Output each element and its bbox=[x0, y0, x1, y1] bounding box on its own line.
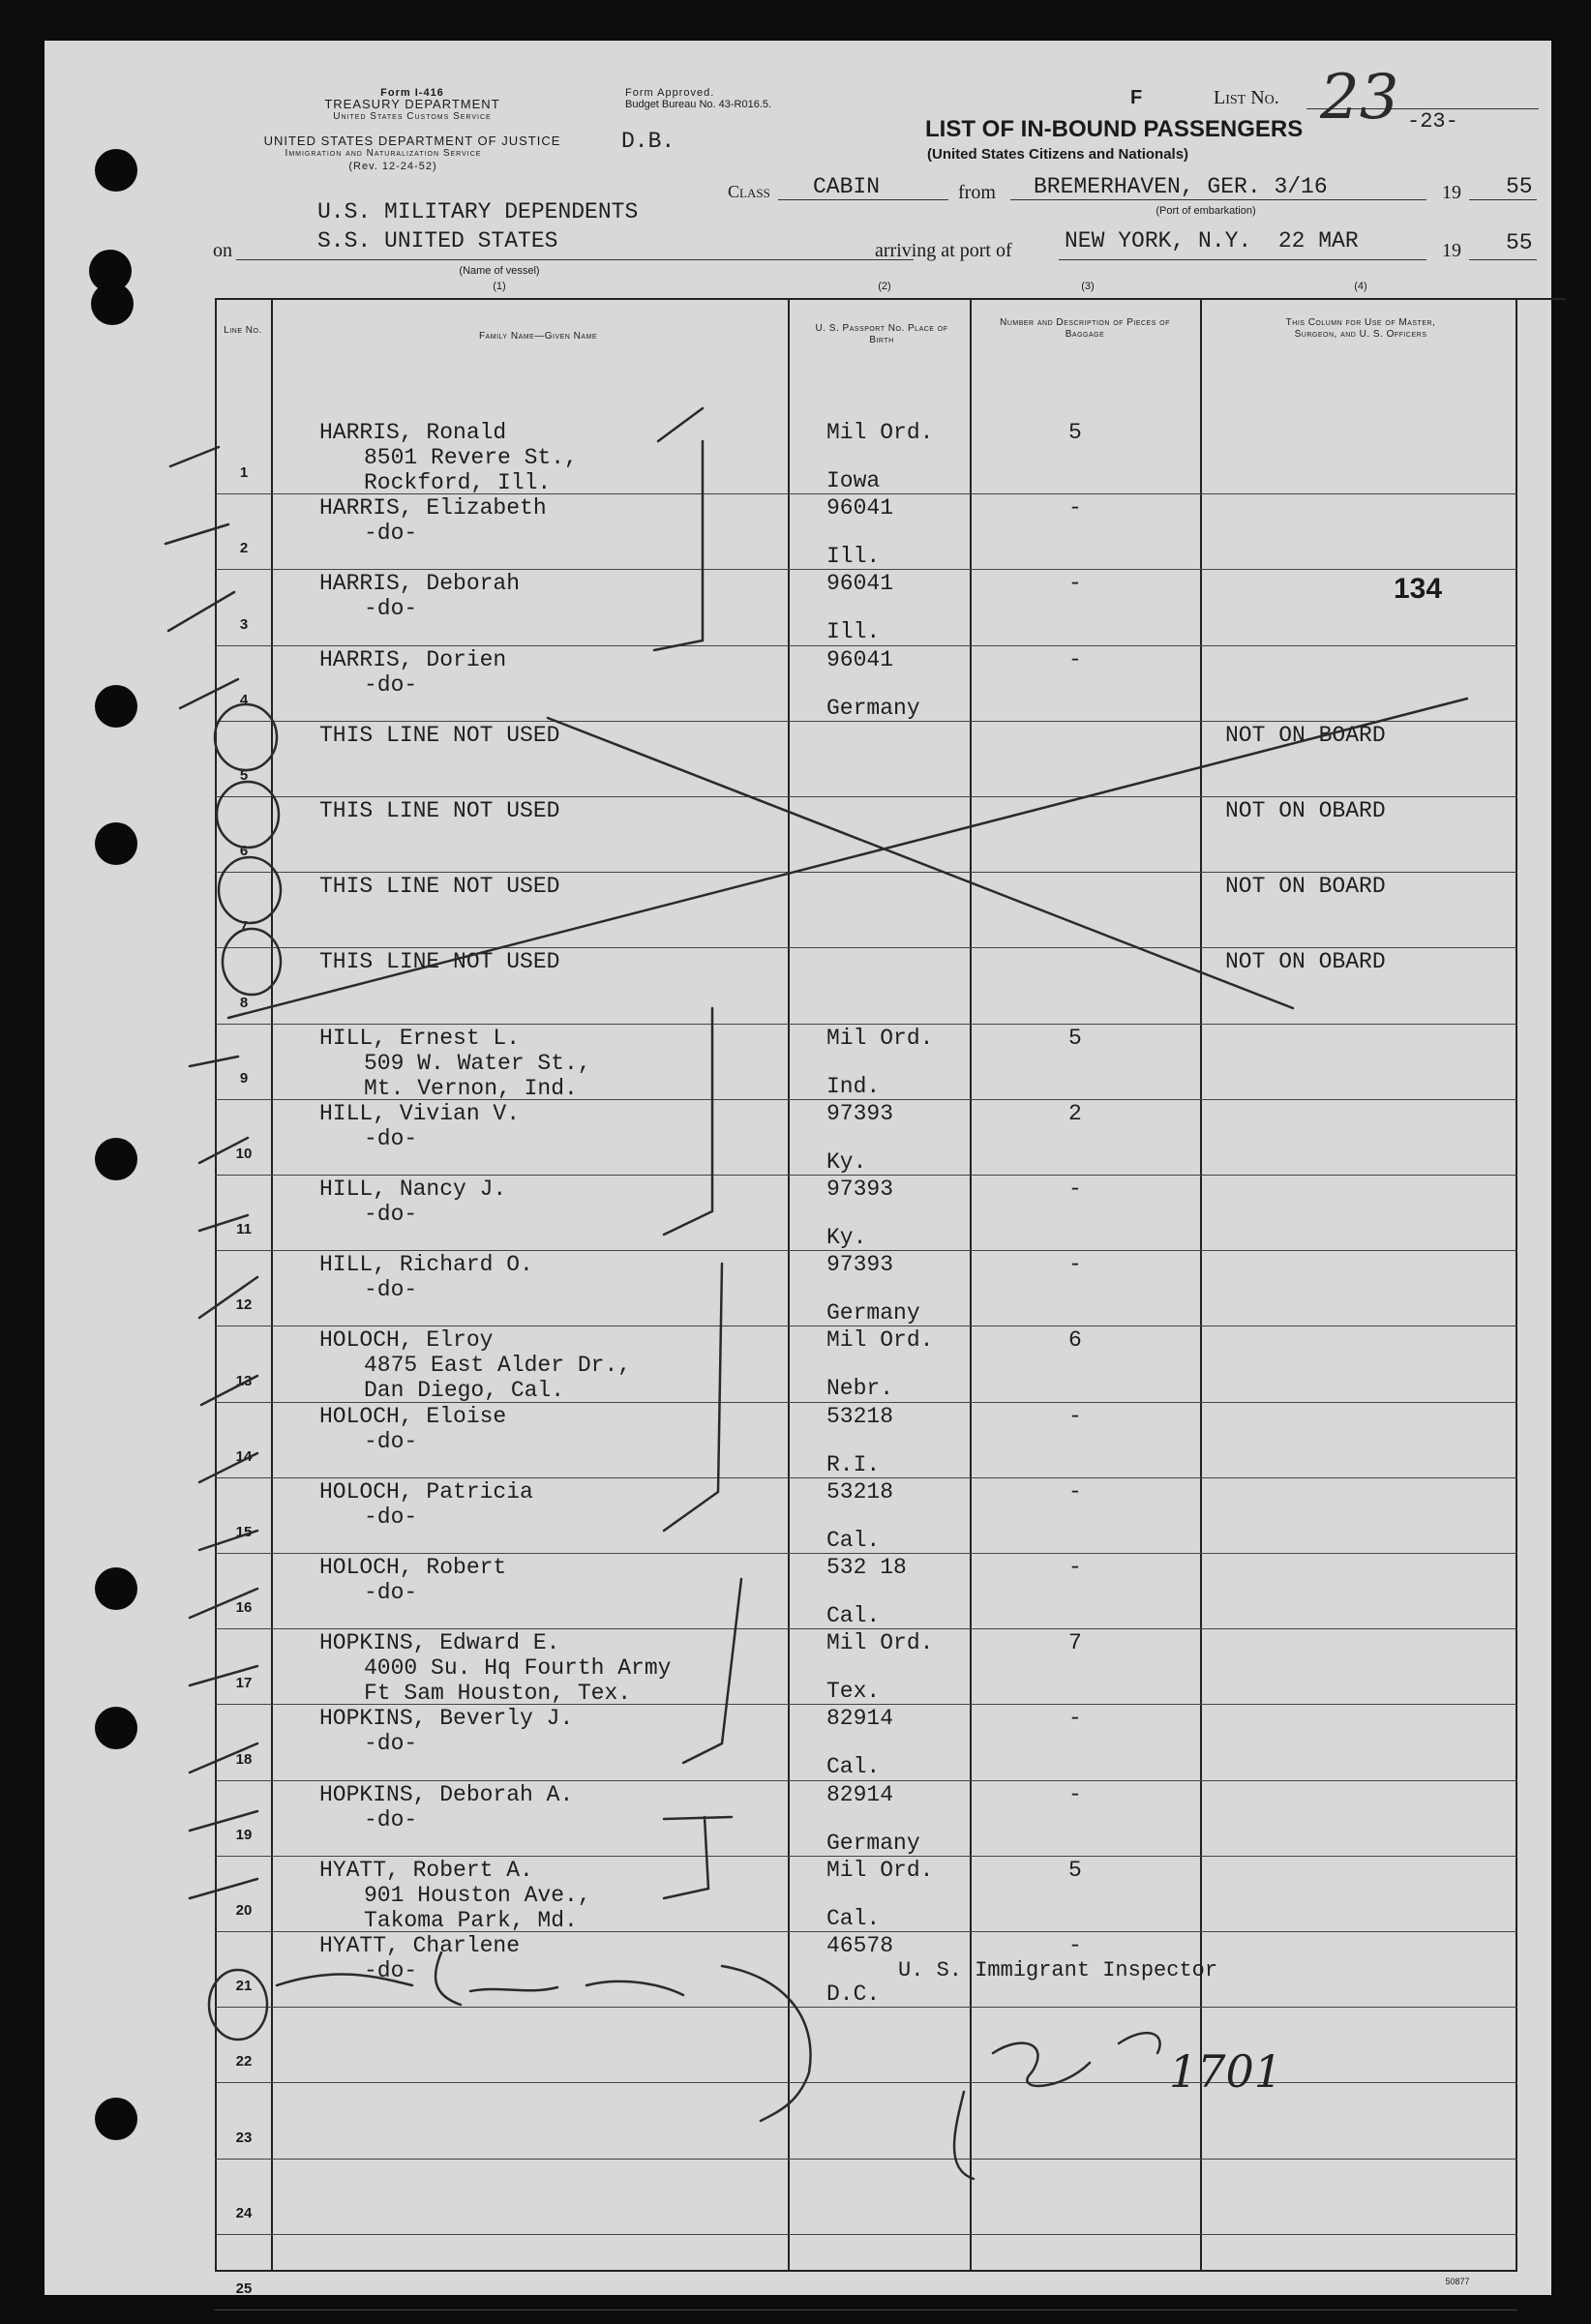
budget-bureau: Budget Bureau No. 43-R016.5. bbox=[625, 99, 772, 110]
officer-remark: NOT ON OBARD bbox=[1225, 798, 1386, 823]
row-rule bbox=[215, 2234, 1517, 2235]
place-of-birth: Ky. bbox=[826, 1225, 867, 1250]
passenger-name: HOPKINS, Deborah A. bbox=[319, 1782, 574, 1807]
passport-number: Mil Ord. bbox=[826, 1327, 934, 1353]
baggage-count: - bbox=[1068, 1177, 1082, 1202]
line-number: 2 bbox=[239, 540, 249, 556]
line-number: 4 bbox=[239, 692, 249, 708]
handwritten-number: 1701 bbox=[1169, 2045, 1283, 2098]
vessel-caption: (Name of vessel) bbox=[459, 265, 540, 277]
officer-remark: 134 bbox=[1394, 573, 1443, 605]
line-number: 17 bbox=[235, 1675, 253, 1691]
footer-code: 50877 bbox=[1445, 2277, 1470, 2286]
form-number: Form I-416 bbox=[380, 87, 444, 99]
passenger-address: -do- bbox=[364, 1126, 418, 1151]
line-number: 21 bbox=[235, 1978, 253, 1994]
passenger-name: HILL, Nancy J. bbox=[319, 1177, 507, 1202]
line-number: 5 bbox=[239, 767, 249, 784]
document-subtitle: (United States Citizens and Nationals) bbox=[927, 146, 1189, 163]
row-rule bbox=[215, 1024, 1517, 1025]
col1-num: (1) bbox=[493, 281, 506, 292]
passenger-name: HARRIS, Dorien bbox=[319, 647, 507, 672]
binder-hole bbox=[95, 1138, 137, 1180]
passport-number: 82914 bbox=[826, 1706, 894, 1731]
col4-num: (4) bbox=[1354, 281, 1367, 292]
passenger-name: HOPKINS, Edward E. bbox=[319, 1630, 560, 1655]
binder-hole bbox=[95, 149, 137, 192]
passenger-address: 4875 East Alder Dr., bbox=[364, 1353, 632, 1378]
treasury-dept: TREASURY DEPARTMENT bbox=[324, 97, 500, 111]
baggage-count: - bbox=[1068, 1933, 1082, 1958]
passport-number: 82914 bbox=[826, 1782, 894, 1807]
passenger-name: HOPKINS, Beverly J. bbox=[319, 1706, 574, 1731]
line-number: 14 bbox=[235, 1448, 253, 1465]
col3-num: (3) bbox=[1081, 281, 1095, 292]
baggage-count: - bbox=[1068, 495, 1082, 521]
line-number: 23 bbox=[235, 2130, 253, 2146]
passenger-address: -do- bbox=[364, 1277, 418, 1302]
class-label: Class bbox=[728, 182, 770, 201]
row-rule bbox=[215, 1553, 1517, 1554]
arrival-port: NEW YORK, N.Y. 22 MAR bbox=[1065, 228, 1359, 253]
baggage-count: - bbox=[1068, 647, 1082, 672]
line-number: 9 bbox=[239, 1070, 249, 1087]
place-of-birth: Germany bbox=[826, 1300, 920, 1326]
revision-date: (Rev. 12-24-52) bbox=[348, 161, 437, 172]
arriving-label: arriving at port of bbox=[875, 240, 1012, 261]
row-rule bbox=[215, 1250, 1517, 1251]
passport-number: 97393 bbox=[826, 1252, 894, 1277]
passenger-name: HOLOCH, Patricia bbox=[319, 1479, 533, 1505]
place-of-birth: D.C. bbox=[826, 1981, 881, 2007]
line-number: 7 bbox=[239, 918, 249, 935]
line-number: 11 bbox=[236, 1221, 252, 1237]
passenger-address-2: Dan Diego, Cal. bbox=[364, 1378, 565, 1403]
place-of-birth: Ill. bbox=[826, 619, 881, 644]
binder-hole bbox=[91, 283, 134, 325]
document-title: LIST OF IN-BOUND PASSENGERS bbox=[925, 116, 1304, 142]
baggage-count: - bbox=[1068, 1404, 1082, 1429]
col2-num: (2) bbox=[878, 281, 891, 292]
binder-hole bbox=[95, 2098, 137, 2140]
place-of-birth: Cal. bbox=[826, 1754, 881, 1779]
table-right-border bbox=[1516, 298, 1517, 2270]
officer-remark: NOT ON OBARD bbox=[1225, 949, 1386, 974]
vessel-line1: U.S. MILITARY DEPENDENTS bbox=[317, 199, 639, 224]
passenger-address-2: Mt. Vernon, Ind. bbox=[364, 1076, 578, 1101]
passport-number: 96041 bbox=[826, 571, 894, 596]
row-rule bbox=[215, 1780, 1517, 1781]
line-number: 12 bbox=[235, 1296, 253, 1313]
list-label: List No. bbox=[1214, 87, 1279, 108]
col-header-baggage: Number and Description of Pieces of Baggage bbox=[1000, 317, 1170, 340]
row-rule bbox=[215, 2159, 1517, 2160]
line-number: 6 bbox=[239, 843, 249, 859]
port-embarkation-caption: (Port of embarkation) bbox=[1156, 205, 1256, 217]
passenger-name: HOLOCH, Elroy bbox=[319, 1327, 494, 1353]
db-mark: D.B. bbox=[621, 129, 675, 154]
table-top-rule bbox=[215, 298, 1566, 300]
passport-number: 53218 bbox=[826, 1479, 894, 1505]
list-suffix: -23- bbox=[1407, 109, 1458, 134]
passenger-address-2: Ft Sam Houston, Tex. bbox=[364, 1681, 632, 1706]
class-value: CABIN bbox=[813, 174, 881, 199]
year2-prefix: 19 bbox=[1442, 240, 1461, 261]
f-mark: F bbox=[1130, 87, 1143, 108]
passenger-name: HYATT, Robert A. bbox=[319, 1858, 533, 1883]
row-rule bbox=[215, 569, 1517, 570]
passenger-address: -do- bbox=[364, 521, 418, 546]
line-number: 18 bbox=[235, 1751, 253, 1768]
baggage-count: - bbox=[1068, 1479, 1082, 1505]
line-number: 20 bbox=[235, 1902, 253, 1919]
list-number: 23 bbox=[1320, 62, 1399, 134]
col-header-line-no: Line No. bbox=[224, 325, 262, 336]
row-rule bbox=[215, 2082, 1517, 2083]
place-of-birth: Germany bbox=[826, 696, 920, 721]
table-left-border bbox=[215, 298, 217, 2270]
baggage-count: 5 bbox=[1068, 1026, 1082, 1051]
line-number: 22 bbox=[235, 2053, 253, 2070]
form-approved: Form Approved. bbox=[625, 87, 715, 99]
line-number: 1 bbox=[239, 464, 249, 481]
binder-hole bbox=[95, 1707, 137, 1749]
line-number: 15 bbox=[235, 1524, 253, 1540]
passenger-address: 8501 Revere St., bbox=[364, 445, 578, 470]
row-rule bbox=[215, 2309, 1517, 2310]
passenger-address: 901 Houston Ave., bbox=[364, 1883, 591, 1908]
baggage-count: 2 bbox=[1068, 1101, 1082, 1126]
place-of-birth: Iowa bbox=[826, 468, 881, 493]
baggage-count: - bbox=[1068, 1706, 1082, 1731]
passport-number: 97393 bbox=[826, 1177, 894, 1202]
row-rule bbox=[215, 947, 1517, 948]
passport-number: 46578 bbox=[826, 1933, 894, 1958]
binder-hole bbox=[95, 822, 137, 865]
col-divider-1 bbox=[271, 298, 273, 2270]
passport-number: 53218 bbox=[826, 1404, 894, 1429]
passenger-address: -do- bbox=[364, 1807, 418, 1832]
line-number: 8 bbox=[239, 995, 249, 1011]
passenger-address: -do- bbox=[364, 596, 418, 621]
passenger-address-2: Takoma Park, Md. bbox=[364, 1908, 578, 1933]
row-rule bbox=[215, 1477, 1517, 1478]
place-of-birth: Cal. bbox=[826, 1528, 881, 1553]
passenger-name: HOLOCH, Eloise bbox=[319, 1404, 507, 1429]
place-of-birth: Germany bbox=[826, 1831, 920, 1856]
line-number: 3 bbox=[239, 616, 249, 633]
line-number: 24 bbox=[235, 2205, 253, 2221]
year1-prefix: 19 bbox=[1442, 182, 1461, 203]
passenger-name: HILL, Ernest L. bbox=[319, 1026, 521, 1051]
passenger-name: HYATT, Charlene bbox=[319, 1933, 521, 1958]
baggage-count: - bbox=[1068, 1252, 1082, 1277]
passenger-address: 509 W. Water St., bbox=[364, 1051, 591, 1076]
inspector-title: U. S. Immigrant Inspector bbox=[898, 1958, 1218, 1982]
from-label: from bbox=[958, 182, 996, 203]
line-number: 19 bbox=[235, 1827, 253, 1843]
customs-service: United States Customs Service bbox=[333, 111, 492, 122]
binder-hole bbox=[95, 685, 137, 728]
passenger-name: THIS LINE NOT USED bbox=[319, 723, 560, 748]
baggage-count: 6 bbox=[1068, 1327, 1082, 1353]
justice-dept: UNITED STATES DEPARTMENT OF JUSTICE bbox=[263, 134, 561, 148]
passenger-name: HARRIS, Ronald bbox=[319, 420, 507, 445]
passenger-name: THIS LINE NOT USED bbox=[319, 798, 560, 823]
passenger-address-2: Rockford, Ill. bbox=[364, 470, 552, 495]
passenger-address: -do- bbox=[364, 1731, 418, 1756]
line-number: 10 bbox=[235, 1146, 253, 1162]
baggage-count: 5 bbox=[1068, 420, 1082, 445]
port-embarkation: BREMERHAVEN, GER. 3/16 bbox=[1034, 174, 1328, 199]
baggage-count: - bbox=[1068, 571, 1082, 596]
passenger-name: HARRIS, Elizabeth bbox=[319, 495, 547, 521]
passenger-name: THIS LINE NOT USED bbox=[319, 949, 560, 974]
line-number: 25 bbox=[235, 2280, 253, 2297]
place-of-birth: Ind. bbox=[826, 1074, 881, 1099]
line-number: 13 bbox=[235, 1373, 253, 1389]
place-of-birth: Ill. bbox=[826, 544, 881, 569]
place-of-birth: Cal. bbox=[826, 1603, 881, 1628]
passenger-name: THIS LINE NOT USED bbox=[319, 874, 560, 899]
year2: 55 bbox=[1506, 230, 1533, 255]
baggage-count: - bbox=[1068, 1782, 1082, 1807]
place-of-birth: Cal. bbox=[826, 1906, 881, 1931]
row-rule bbox=[215, 645, 1517, 646]
row-rule bbox=[215, 796, 1517, 797]
table-bottom-rule bbox=[215, 2270, 1517, 2272]
passenger-address: -do- bbox=[364, 1958, 418, 1983]
baggage-count: 5 bbox=[1068, 1858, 1082, 1883]
passenger-name: HILL, Vivian V. bbox=[319, 1101, 521, 1126]
passenger-name: HILL, Richard O. bbox=[319, 1252, 533, 1277]
baggage-count: 7 bbox=[1068, 1630, 1082, 1655]
passenger-table bbox=[45, 41, 1551, 2295]
row-rule bbox=[215, 721, 1517, 722]
place-of-birth: Nebr. bbox=[826, 1376, 894, 1401]
passport-number: 532 18 bbox=[826, 1555, 907, 1580]
ins-service: Immigration and Naturalization Service bbox=[285, 148, 482, 159]
passenger-name: HARRIS, Deborah bbox=[319, 571, 521, 596]
col-header-name: Family Name—Given Name bbox=[478, 331, 598, 342]
col-divider-2 bbox=[788, 298, 790, 2270]
passenger-address: -do- bbox=[364, 1429, 418, 1454]
place-of-birth: R.I. bbox=[826, 1452, 881, 1477]
passport-number: Mil Ord. bbox=[826, 420, 934, 445]
passenger-address: 4000 Su. Hq Fourth Army bbox=[364, 1655, 672, 1681]
passenger-name: HOLOCH, Robert bbox=[319, 1555, 507, 1580]
officer-remark: NOT ON BOARD bbox=[1225, 723, 1386, 748]
row-rule bbox=[215, 1628, 1517, 1629]
baggage-count: - bbox=[1068, 1555, 1082, 1580]
col-header-officers: This Column for Use of Master, Surgeon, and U. S. Officers bbox=[1285, 317, 1436, 340]
row-rule bbox=[215, 1175, 1517, 1176]
passport-number: Mil Ord. bbox=[826, 1026, 934, 1051]
passenger-address: -do- bbox=[364, 672, 418, 698]
passport-number: 97393 bbox=[826, 1101, 894, 1126]
col-header-passport: U. S. Passport No. Place of Birth bbox=[815, 323, 948, 345]
vessel-line2: S.S. UNITED STATES bbox=[317, 228, 558, 253]
passenger-address: -do- bbox=[364, 1202, 418, 1227]
passport-number: Mil Ord. bbox=[826, 1630, 934, 1655]
binder-hole bbox=[95, 1567, 137, 1610]
row-rule bbox=[215, 872, 1517, 873]
passenger-address: -do- bbox=[364, 1580, 418, 1605]
row-rule bbox=[215, 2007, 1517, 2008]
line-number: 16 bbox=[235, 1599, 253, 1616]
manifest-page bbox=[45, 41, 1551, 2295]
on-label: on bbox=[213, 240, 232, 261]
passport-number: Mil Ord. bbox=[826, 1858, 934, 1883]
row-rule bbox=[215, 1856, 1517, 1857]
officer-remark: NOT ON BOARD bbox=[1225, 874, 1386, 899]
passport-number: 96041 bbox=[826, 647, 894, 672]
passport-number: 96041 bbox=[826, 495, 894, 521]
year1: 55 bbox=[1506, 174, 1533, 199]
passenger-address: -do- bbox=[364, 1505, 418, 1530]
place-of-birth: Ky. bbox=[826, 1149, 867, 1175]
place-of-birth: Tex. bbox=[826, 1679, 881, 1704]
